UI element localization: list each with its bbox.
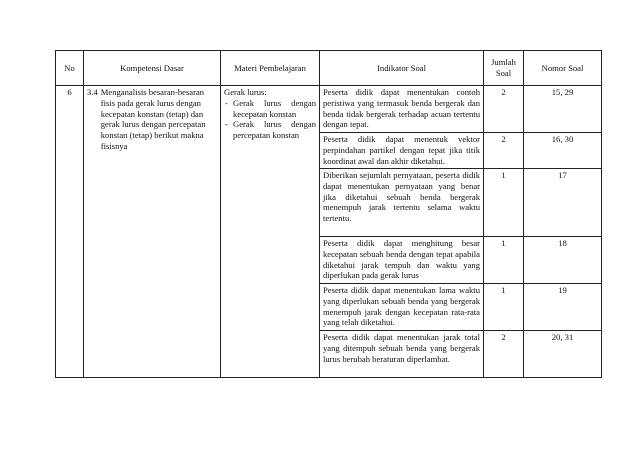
- header-kompetensi-dasar: Kompetensi Dasar: [84, 51, 221, 86]
- kd-code: 3.4: [87, 87, 98, 97]
- kisi-kisi-table: [55, 50, 602, 378]
- nomor-soal-cell: 18: [524, 237, 602, 284]
- nomor-soal-cell: 19: [524, 284, 602, 331]
- jumlah-soal-cell: 2: [484, 133, 524, 169]
- header-nomor-soal: Nomor Soal: [524, 51, 602, 86]
- header-jumlah-soal: Jumlah Soal: [484, 51, 524, 86]
- jumlah-soal-cell: 2: [484, 331, 524, 378]
- materi-item: - Gerak lurus dengan kecepatan konstan: [224, 98, 316, 120]
- row-number: 6: [56, 86, 84, 378]
- indikator-cell: Peserta didik dapat menentukan lama waktu yang diperlukan sebuah benda yang bergerak menempuh jarak dengan kecepatan rata-rata yang telah diketahui.: [320, 284, 484, 331]
- indikator-cell: Peserta didik dapat menghitung besar kecepatan sebuah benda dengan tepat apabila diketahui jarak tempuh dan waktu yang diperlukan pada gerak lurus: [320, 237, 484, 284]
- kd-text: Menganalisis besaran-besaran fisis pada gerak lurus dengan kecepatan konstan (tetap) dan gerak lurus dengan percepatan konstan (tetap) berikut makna fisisnya: [100, 87, 206, 151]
- header-no: No: [56, 51, 84, 86]
- materi-title: Gerak lurus:: [224, 87, 267, 97]
- indikator-cell: Diberikan sejumlah pernyataan, peserta didik dapat menentukan pernyataan yang benar jika diketahui sebuah benda bergerak menempuh jarak tertentu selama waktu tertentu.: [320, 169, 484, 237]
- jumlah-soal-cell: 1: [484, 284, 524, 331]
- materi-cell: [221, 86, 320, 378]
- jumlah-soal-cell: 1: [484, 169, 524, 237]
- jumlah-soal-cell: 2: [484, 86, 524, 133]
- header-materi-pembelajaran: Materi Pembelajaran: [221, 51, 320, 86]
- nomor-soal-cell: 15, 29: [524, 86, 602, 133]
- header-indikator-soal: Indikator Soal: [320, 51, 484, 86]
- nomor-soal-cell: 16, 30: [524, 133, 602, 169]
- kompetensi-dasar-cell: [84, 86, 221, 378]
- nomor-soal-cell: 17: [524, 169, 602, 237]
- jumlah-soal-cell: 1: [484, 237, 524, 284]
- indikator-cell: Peserta didik dapat menentuk vektor perpindahan partikel dengan tepat jika titik koordinat awal dan akhir diketahui.: [320, 133, 484, 169]
- indikator-cell: Peserta didik dapat menentukan jarak total yang ditempuh sebuah benda yang bergerak lurus berubah beraturan diperlambat.: [320, 331, 484, 378]
- nomor-soal-cell: 20, 31: [524, 331, 602, 378]
- indikator-cell: Peserta didik dapat menentukan contoh peristiwa yang termasuk benda bergerak dan benda tidak bergerak terhadap acuan tertentu dengan tepat.: [320, 86, 484, 133]
- table-row: [56, 86, 602, 133]
- materi-list: [224, 98, 316, 141]
- materi-item: - Gerak lurus dengan percepatan konstan: [224, 119, 316, 141]
- header-row: [56, 51, 602, 86]
